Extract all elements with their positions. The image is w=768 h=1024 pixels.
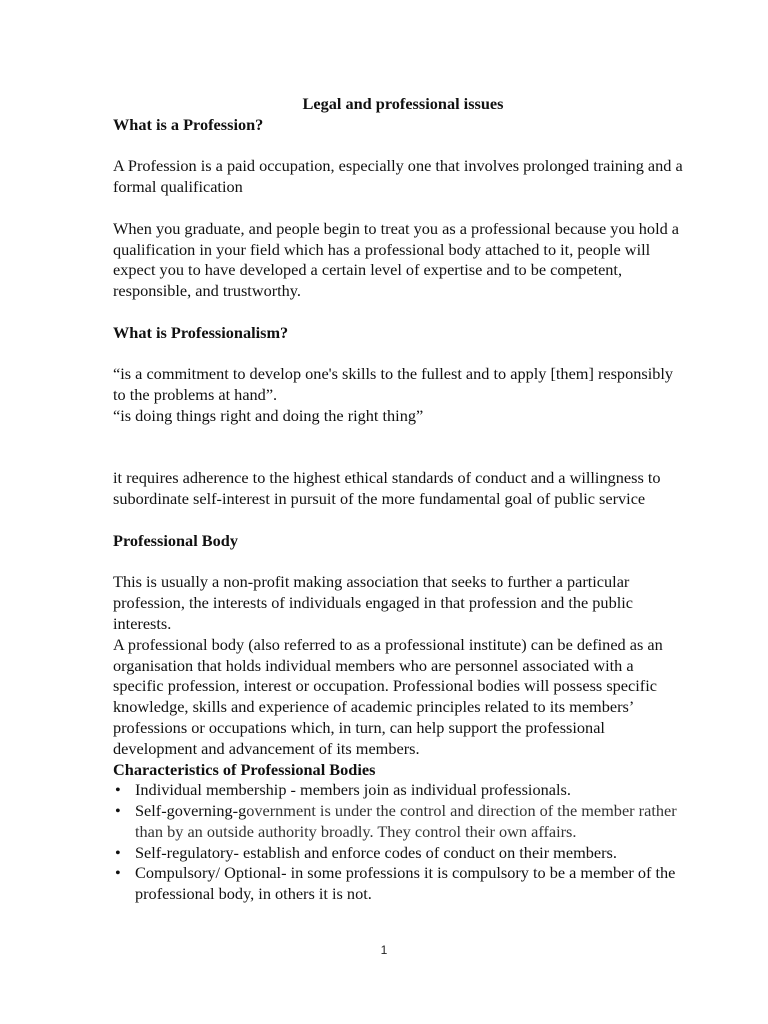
bullet-icon: • — [115, 780, 121, 800]
paragraph-graduate: When you graduate, and people begin to treat you as a professional because you hold a qualification in your field which has a professional body attached to it, people will expect you to have developed a certain level of expertise and to be competent, responsible, and trustworthy. — [113, 218, 680, 301]
list-item-rest: overnment is under the control and direction of the member rather than by an outside authority broadly. They control their own affairs. — [135, 801, 677, 841]
bullet-icon: • — [115, 801, 121, 821]
quote-commitment: “is a commitment to develop one's skills to the fullest and to apply [them] responsibly to the problems at hand”. — [113, 364, 674, 405]
heading-what-is-profession: What is a Profession? — [113, 114, 264, 134]
document-title: Legal and professional issues — [302, 94, 504, 113]
paragraph-body-definition: A professional body (also referred to as a professional institute) can be defined as an organisation that holds individual members who are personnel associated with a specific profession, interest or occupation. Professional bodies will possess specific knowledge, skills and experience of academic principles related to its members’ professions or occupations which, in turn, can help support the professional development and advancement of its members. — [113, 634, 663, 758]
page-number: 1 — [380, 943, 388, 957]
heading-professional-body: Professional Body — [113, 530, 238, 550]
heading-what-is-professionalism: What is Professionalism? — [113, 322, 289, 342]
characteristics-list — [113, 780, 683, 905]
quote-doing-things-right: “is doing things right and doing the right thing” — [113, 405, 424, 425]
bullet-icon: • — [115, 863, 121, 883]
list-item — [113, 863, 683, 905]
list-item — [113, 843, 683, 864]
document-body — [113, 94, 683, 905]
paragraph-requires-adherence: it requires adherence to the highest ethical standards of conduct and a willingness to subordinate self-interest in pursuit of the more fundamental goal of public service — [113, 468, 661, 509]
heading-characteristics: Characteristics of Professional Bodies — [113, 759, 376, 779]
bullet-icon: • — [115, 842, 121, 862]
paragraph-profession-definition: A Profession is a paid occupation, especially one that involves prolonged training and a formal qualification — [113, 156, 683, 197]
paragraph-body-association: This is usually a non-profit making association that seeks to further a particular profession, the interests of individuals engaged in that profession and the public interests. — [113, 572, 633, 633]
list-item-lead: Self-governing-g — [135, 801, 247, 821]
list-item-lead: Compulsory/ Optional- in some professions it is compulsory to be a member of the professional body, in others it is not. — [135, 863, 676, 904]
list-item — [113, 801, 683, 843]
list-item-lead: Self-regulatory- establish and enforce codes of conduct on their members. — [135, 842, 617, 862]
list-item-lead: Individual membership - members join as individual professionals. — [135, 780, 571, 800]
list-item — [113, 780, 683, 801]
